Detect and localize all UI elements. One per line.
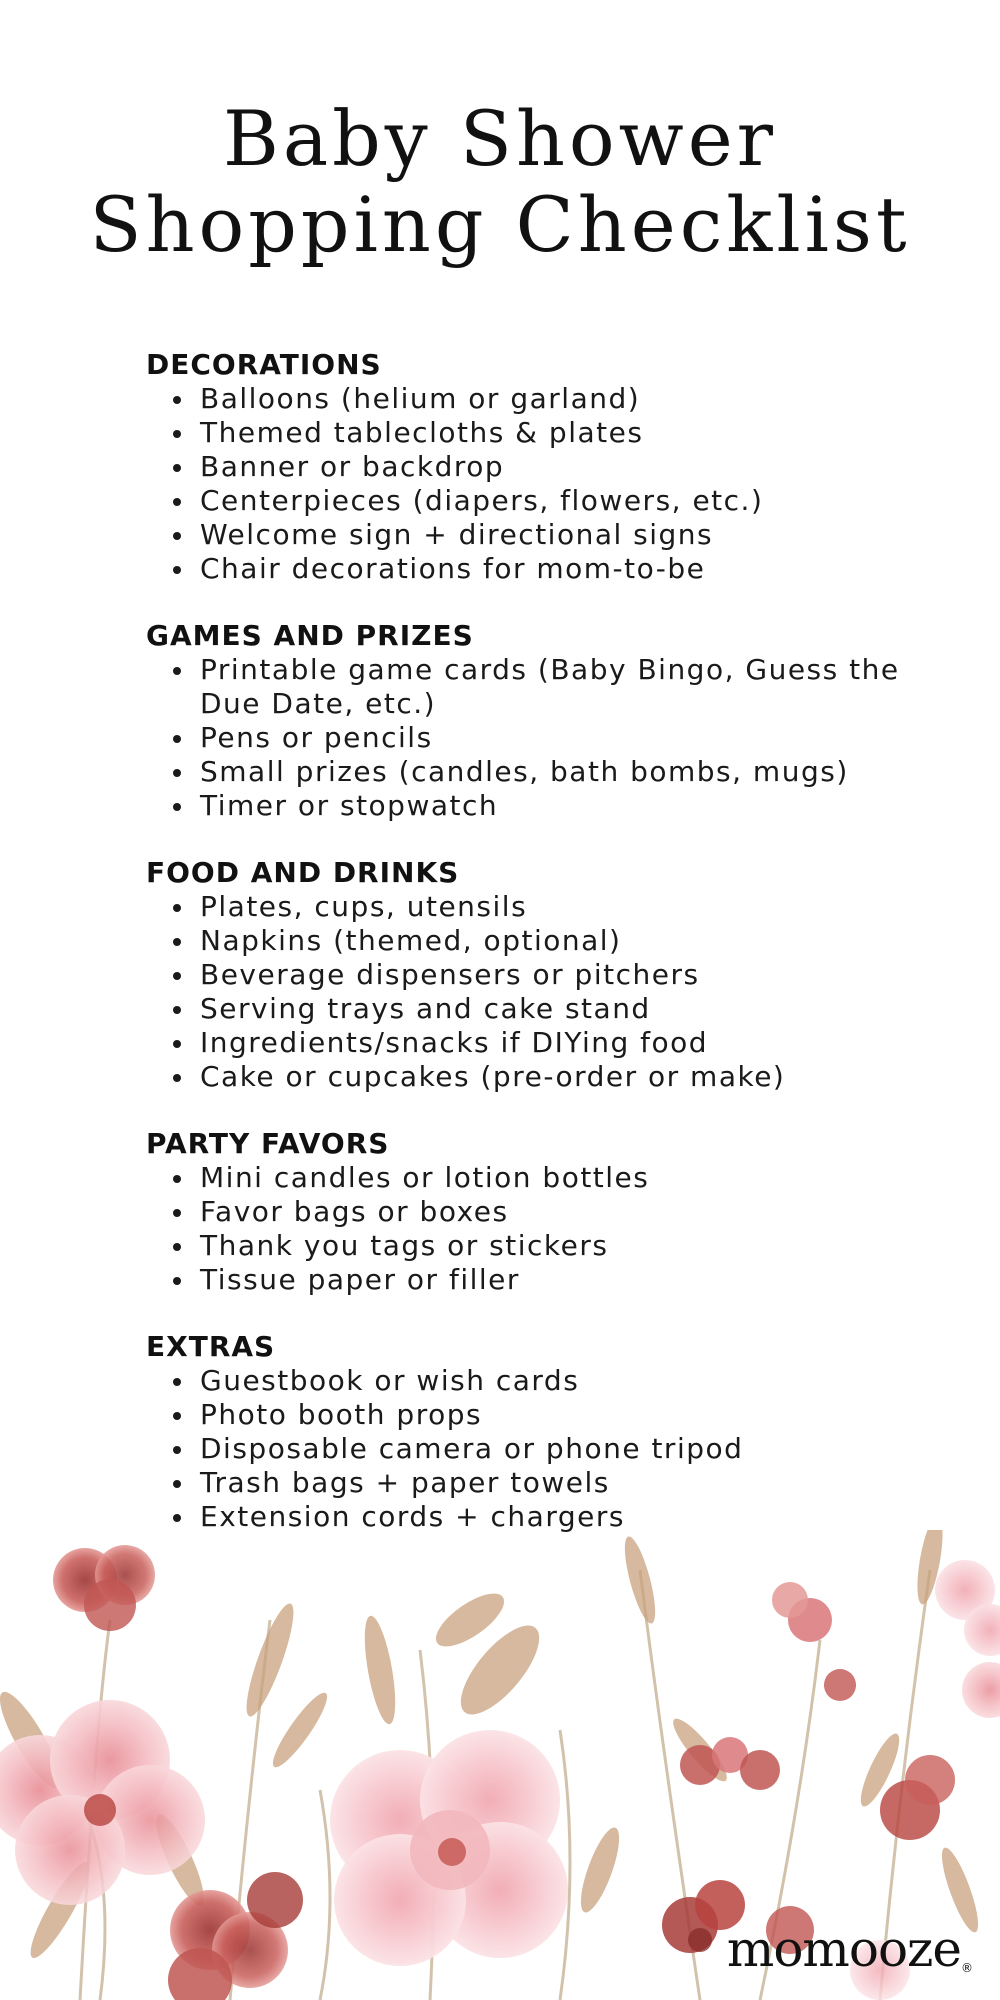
bullet-icon — [173, 1175, 181, 1183]
bullet-icon — [173, 1412, 181, 1420]
item-text: Extension cords + chargers — [200, 1500, 625, 1533]
bullet-icon — [173, 1446, 181, 1454]
page-title — [0, 96, 1000, 268]
item-text: Disposable camera or phone tripod — [200, 1432, 744, 1465]
item-text: Mini candles or lotion bottles — [200, 1161, 650, 1194]
section-heading: FOOD AND DRINKS — [146, 856, 460, 889]
page-title-line1: Baby Shower — [222, 94, 778, 183]
item-text: Printable game cards (Baby Bingo, Guess the Due Date, etc.) — [200, 653, 900, 720]
bullet-icon — [173, 904, 181, 912]
flower-large-center — [330, 1730, 568, 1966]
item-text: Tissue paper or filler — [200, 1263, 520, 1296]
bullet-icon — [173, 972, 181, 980]
list-item — [146, 789, 906, 823]
item-list — [146, 1161, 906, 1297]
item-text: Welcome sign + directional signs — [200, 518, 714, 551]
brand-logo — [726, 1920, 972, 1978]
item-list — [146, 890, 906, 1094]
item-text: Chair decorations for mom-to-be — [200, 552, 706, 585]
list-item — [146, 518, 906, 552]
list-item — [146, 382, 906, 416]
list-item — [146, 992, 906, 1026]
bullet-icon — [173, 735, 181, 743]
bullet-icon — [173, 1378, 181, 1386]
brand-name: momooze — [726, 1920, 961, 1978]
bullet-icon — [173, 938, 181, 946]
checklist-content — [146, 348, 906, 1567]
section-heading: EXTRAS — [146, 1330, 276, 1363]
bullet-icon — [173, 667, 181, 675]
section-decorations — [146, 348, 906, 586]
item-list — [146, 1364, 906, 1534]
bullet-icon — [173, 1074, 181, 1082]
section-games-and-prizes — [146, 619, 906, 823]
flower-top-left — [53, 1545, 155, 1631]
list-item — [146, 484, 906, 518]
list-item — [146, 924, 906, 958]
section-party-favors — [146, 1127, 906, 1297]
list-item — [146, 653, 906, 721]
list-item — [146, 552, 906, 586]
item-text: Guestbook or wish cards — [200, 1364, 580, 1397]
item-text: Ingredients/snacks if DIYing food — [200, 1026, 709, 1059]
bullet-icon — [173, 498, 181, 506]
section-extras — [146, 1330, 906, 1534]
bullet-icon — [173, 769, 181, 777]
bullet-icon — [173, 1480, 181, 1488]
item-text: Cake or cupcakes (pre-order or make) — [200, 1060, 786, 1093]
bullet-icon — [173, 1514, 181, 1522]
list-item — [146, 1060, 906, 1094]
section-heading: GAMES AND PRIZES — [146, 619, 474, 652]
list-item — [146, 890, 906, 924]
registered-mark: ® — [961, 1961, 972, 1975]
list-item — [146, 1229, 906, 1263]
list-item — [146, 1398, 906, 1432]
item-text: Banner or backdrop — [200, 450, 505, 483]
item-text: Centerpieces (diapers, flowers, etc.) — [200, 484, 764, 517]
item-text: Timer or stopwatch — [200, 789, 499, 822]
list-item — [146, 1026, 906, 1060]
section-food-and-drinks — [146, 856, 906, 1094]
list-item — [146, 1364, 906, 1398]
list-item — [146, 1500, 906, 1534]
item-text: Themed tablecloths & plates — [200, 416, 644, 449]
item-text: Photo booth props — [200, 1398, 483, 1431]
bullet-icon — [173, 803, 181, 811]
bullet-icon — [173, 1277, 181, 1285]
list-item — [146, 416, 906, 450]
list-item — [146, 1161, 906, 1195]
item-text: Serving trays and cake stand — [200, 992, 651, 1025]
item-text: Pens or pencils — [200, 721, 433, 754]
page-title-line2: Shopping Checklist — [89, 180, 911, 269]
list-item — [146, 958, 906, 992]
list-item — [146, 1466, 906, 1500]
item-text: Trash bags + paper towels — [200, 1466, 610, 1499]
bullet-icon — [173, 1209, 181, 1217]
list-item — [146, 1432, 906, 1466]
bullet-icon — [173, 1243, 181, 1251]
bullet-icon — [173, 1040, 181, 1048]
bullet-icon — [173, 1006, 181, 1014]
section-heading: DECORATIONS — [146, 348, 382, 381]
item-text: Napkins (themed, optional) — [200, 924, 622, 957]
list-item — [146, 721, 906, 755]
item-text: Balloons (helium or garland) — [200, 382, 641, 415]
section-heading: PARTY FAVORS — [146, 1127, 390, 1160]
item-text: Beverage dispensers or pitchers — [200, 958, 700, 991]
item-text: Thank you tags or stickers — [200, 1229, 609, 1262]
bullet-icon — [173, 532, 181, 540]
list-item — [146, 450, 906, 484]
list-item — [146, 1263, 906, 1297]
list-item — [146, 1195, 906, 1229]
list-item — [146, 755, 906, 789]
item-text: Small prizes (candles, bath bombs, mugs) — [200, 755, 849, 788]
bullet-icon — [173, 396, 181, 404]
bullet-icon — [173, 464, 181, 472]
item-text: Favor bags or boxes — [200, 1195, 509, 1228]
item-text: Plates, cups, utensils — [200, 890, 528, 923]
bullet-icon — [173, 430, 181, 438]
bullet-icon — [173, 566, 181, 574]
item-list — [146, 653, 906, 823]
item-list — [146, 382, 906, 586]
